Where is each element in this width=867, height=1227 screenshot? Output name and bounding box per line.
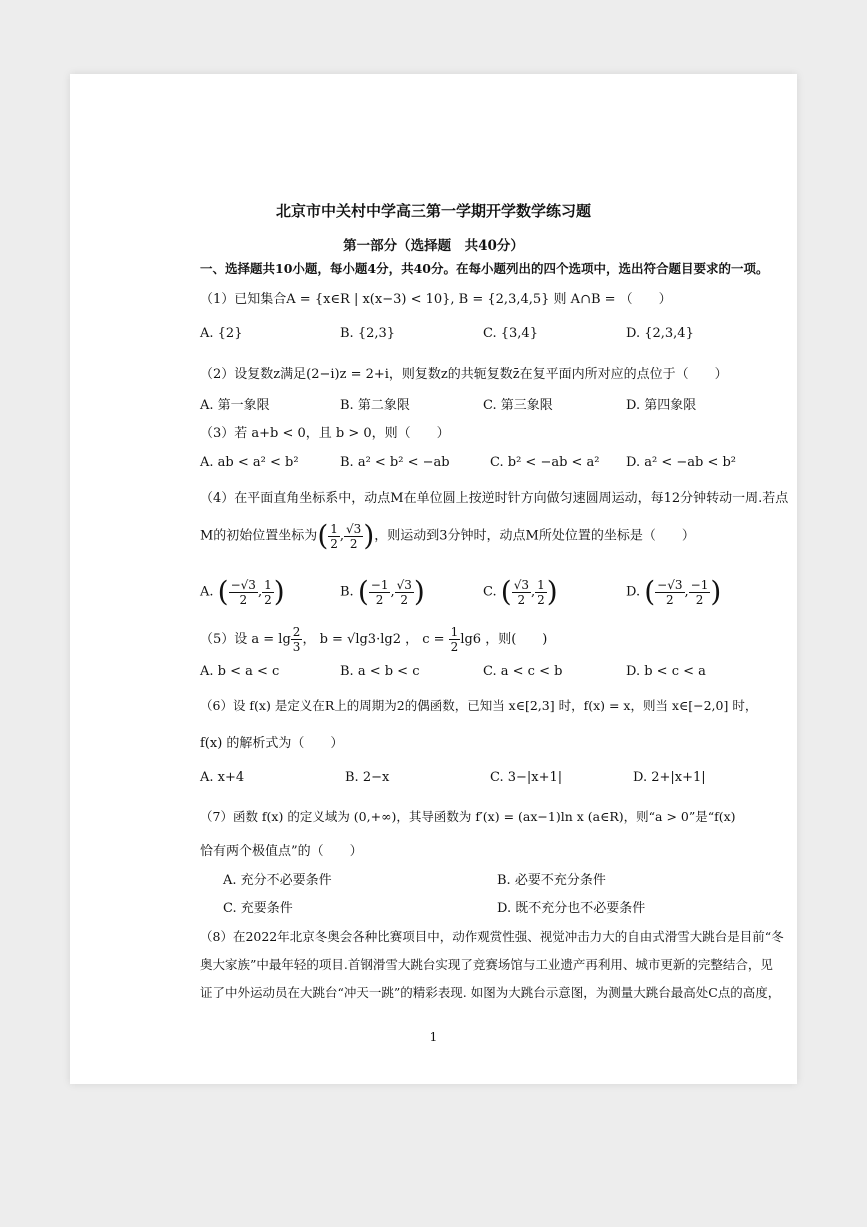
q6-option-a: A. x+4	[200, 770, 245, 785]
q4-stem-suffix: ，则运动到3分钟时，动点M所处位置的坐标是（ ）	[374, 528, 695, 544]
question-6-stem-line2: f(x) 的解析式为（ ）	[200, 736, 344, 751]
q6-option-d: D. 2+|x+1|	[633, 770, 706, 785]
question-8-line3: 证了中外运动员在大跳台“冲天一跳”的精彩表现. 如图为大跳台示意图，为测量大跳台最高处C点的高度，	[200, 985, 781, 1000]
q7-option-c: C. 充要条件	[223, 901, 293, 916]
q2-option-a: A. 第一象限	[200, 398, 270, 413]
q7-option-d: D. 既不充分也不必要条件	[497, 901, 646, 916]
q1-option-c: C. {3,4}	[483, 326, 538, 341]
q3-option-d: D. a² < −ab < b²	[626, 455, 736, 470]
page-number: 1	[429, 1030, 438, 1044]
q1-option-a: A. {2}	[200, 326, 243, 341]
q5-option-b: B. a < b < c	[340, 664, 420, 679]
section-instructions: 一、选择题共10小题，每小题4分，共40分。在每小题列出的四个选项中，选出符合题目要求的一项。	[200, 261, 769, 276]
q5-option-c: C. a < c < b	[483, 664, 563, 679]
q2-option-b: B. 第二象限	[340, 398, 410, 413]
q4-init-y: $\frac{√3}{2}$	[346, 521, 362, 551]
q2-option-c: C. 第三象限	[483, 398, 553, 413]
q3-option-b: B. a² < b² < −ab	[340, 455, 450, 470]
q6-option-c: C. 3−|x+1|	[490, 770, 563, 785]
q6-option-b: B. 2−x	[345, 770, 390, 785]
question-3-stem: （3）若 a+b < 0，且 b > 0，则（ ）	[200, 426, 450, 441]
q3-option-a: A. ab < a² < b²	[200, 455, 299, 470]
q4-init-x: $\frac{1}{2}$	[330, 521, 338, 551]
question-7-stem-line2: 恰有两个极值点”的（ ）	[200, 844, 363, 859]
q7-option-b: B. 必要不充分条件	[497, 873, 606, 888]
question-8-line2: 奥大家族”中最年轻的项目.首钢滑雪大跳台实现了竞赛场馆与工业遗产再利用、城市更新的完整结合，见	[200, 957, 773, 972]
question-1-stem: （1）已知集合A = {x∈R | x(x−3) < 10}, B = {2,3,4,5} 则 A∩B = （ ）	[200, 292, 672, 307]
exam-page	[70, 74, 797, 1084]
q4-option-a: A. ( $\frac{-√3}{2}$ , $\frac{1}{2}$ )	[200, 575, 285, 608]
q1-option-d: D. {2,3,4}	[626, 326, 694, 341]
document-title: 北京市中关村中学高三第一学期开学数学练习题	[275, 202, 591, 220]
q5-option-a: A. b < a < c	[200, 664, 280, 679]
question-2-stem: （2）设复数z满足(2−i)z = 2+i，则复数z的共轭复数z̄在复平面内所对应的点位于（ ）	[200, 367, 728, 382]
q5-option-d: D. b < c < a	[626, 664, 706, 679]
question-5-stem: （5）设 a = lg $\frac{2}{3}$ ， b = √lg3·lg2 ， c = $\frac{1}{2}$ lg6 ，则( )	[200, 625, 548, 654]
q4-option-c: C. ( $\frac{√3}{2}$ , $\frac{1}{2}$ )	[483, 575, 558, 608]
question-4-stem-line2: M的初始位置坐标为( $\frac{1}{2}$ , $\frac{√3}{2}$ )，则运动到3分钟时，动点M所处位置的坐标是（ ）	[200, 519, 695, 552]
part-heading: 第一部分（选择题 共40分）	[343, 238, 524, 254]
q2-option-d: D. 第四象限	[626, 398, 697, 413]
q4-stem-prefix: M的初始位置坐标为	[200, 528, 318, 544]
question-8-line1: （8）在2022年北京冬奥会各种比赛项目中，动作观赏性强、视觉冲击力大的自由式滑雪大跳台是目前“冬	[200, 929, 784, 944]
q4-option-d: D. ( $\frac{-√3}{2}$ , $\frac{-1}{2}$ )	[626, 575, 722, 608]
question-6-stem-line1: （6）设 f(x) 是定义在R上的周期为2的偶函数，已知当 x∈[2,3] 时，f(x) = x，则当 x∈[−2,0] 时，	[200, 698, 758, 713]
q1-option-b: B. {2,3}	[340, 326, 396, 341]
q3-option-c: C. b² < −ab < a²	[490, 455, 600, 470]
question-7-stem-line1: （7）函数 f(x) 的定义域为 (0,+∞)，其导函数为 f′(x) = (ax−1)ln x (a∈R)，则“a > 0”是“f(x)	[200, 809, 736, 824]
q4-option-b: B. ( $\frac{-1}{2}$ , $\frac{√3}{2}$ )	[340, 575, 425, 608]
question-4-stem-line1: （4）在平面直角坐标系中，动点M在单位圆上按逆时针方向做匀速圆周运动，每12分钟转动一周.若点	[200, 491, 789, 506]
q7-option-a: A. 充分不必要条件	[223, 873, 332, 888]
